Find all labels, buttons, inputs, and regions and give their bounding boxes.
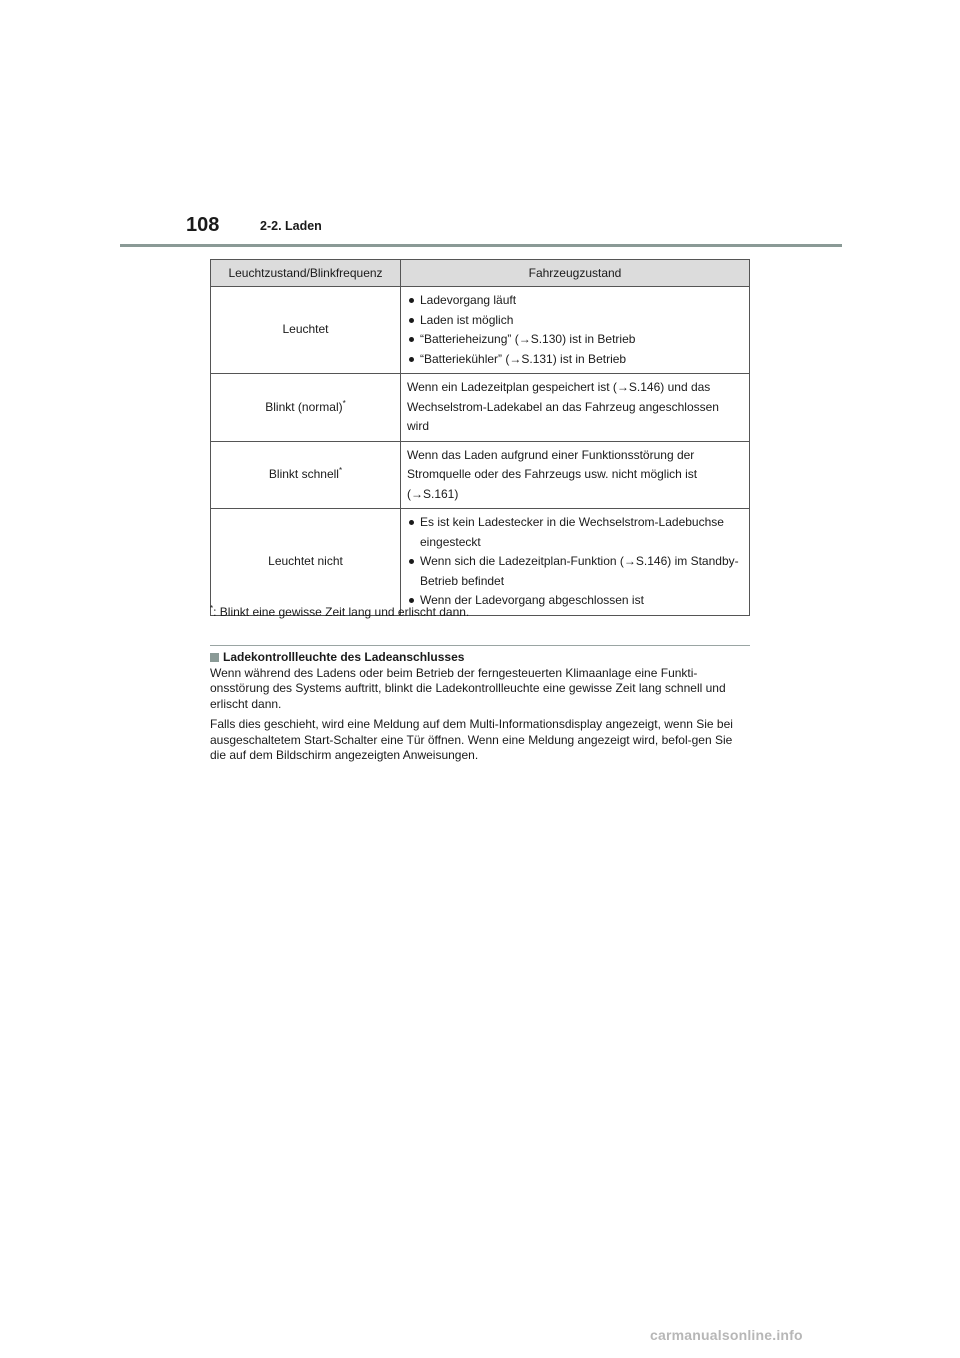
notice-paragraph: Falls dies geschieht, wird eine Meldung auf dem Multi-Informationsdisplay angezeigt, wenn Sie bei ausgeschaltetem Start-Schalter eine Tür öffnen. Wenn eine Meldung angezeigt wird, befol-gen Sie die auf dem Bildschirm angezeigten Anweisungen. [210, 717, 733, 762]
table-row [211, 441, 750, 509]
footnote-marker: * [338, 466, 343, 475]
notice-paragraph: Wenn während des Ladens oder beim Betrieb der ferngesteuerten Klimaanlage eine Funkti-onsstörung des Systems auftritt, blinkt die Ladekontrollleuchte eine gewisse Zeit lang schnell und erlischt dann. [210, 665, 726, 711]
state-cell: Blinkt schnell* [211, 441, 401, 509]
condition-list [407, 513, 743, 611]
section-title: 2-2. Laden [260, 219, 322, 233]
condition-list [407, 291, 743, 369]
condition-cell: Wenn ein Ladezeitplan gespeichert ist (→S.146) und das Wechselstrom-Ladekabel an das Fahrzeug angeschlossen wird [401, 374, 750, 442]
condition-cell [401, 287, 750, 374]
square-bullet-icon [210, 653, 219, 662]
footnote-marker: * [210, 604, 214, 613]
list-item: Es ist kein Ladestecker in die Wechselstrom-Ladebuchse eingesteckt [407, 513, 743, 552]
watermark: carmanualsonline.info [650, 1327, 803, 1343]
list-item: Ladevorgang läuft [407, 291, 743, 311]
state-cell: Blinkt (normal)* [211, 374, 401, 442]
list-item: “Batteriekühler” (→S.131) ist in Betrieb [407, 350, 743, 370]
section-divider [210, 645, 750, 646]
condition-cell: Wenn das Laden aufgrund einer Funktionsstörung der Stromquelle oder des Fahrzeugs usw. nicht möglich ist (→S.161) [401, 441, 750, 509]
status-table [210, 259, 750, 616]
notice-heading: Ladekontrollleuchte des Ladeanschlusses [210, 650, 750, 666]
table-header-row [211, 260, 750, 287]
page-number: 108 [186, 214, 220, 236]
state-cell: Leuchtet [211, 287, 401, 374]
column-header-vehicle-state: Fahrzeugzustand [401, 260, 750, 287]
header-divider [120, 244, 842, 247]
notice-block [210, 650, 750, 769]
column-header-state: Leuchtzustand/Blinkfrequenz [211, 260, 401, 287]
list-item: Wenn sich die Ladezeitplan-Funktion (→S.146) im Standby-Betrieb befindet [407, 552, 743, 591]
table-row [211, 287, 750, 374]
footnote: *: Blinkt eine gewisse Zeit lang und erlischt dann. [210, 604, 470, 619]
list-item: “Batterieheizung” (→S.130) ist in Betrieb [407, 330, 743, 350]
list-item: Wenn der Ladevorgang abgeschlossen ist [407, 591, 743, 611]
table-row [211, 374, 750, 442]
footnote-marker: * [342, 398, 346, 408]
condition-cell [401, 509, 750, 616]
list-item: Laden ist möglich [407, 311, 743, 331]
table-row [211, 509, 750, 616]
state-cell: Leuchtet nicht [211, 509, 401, 616]
